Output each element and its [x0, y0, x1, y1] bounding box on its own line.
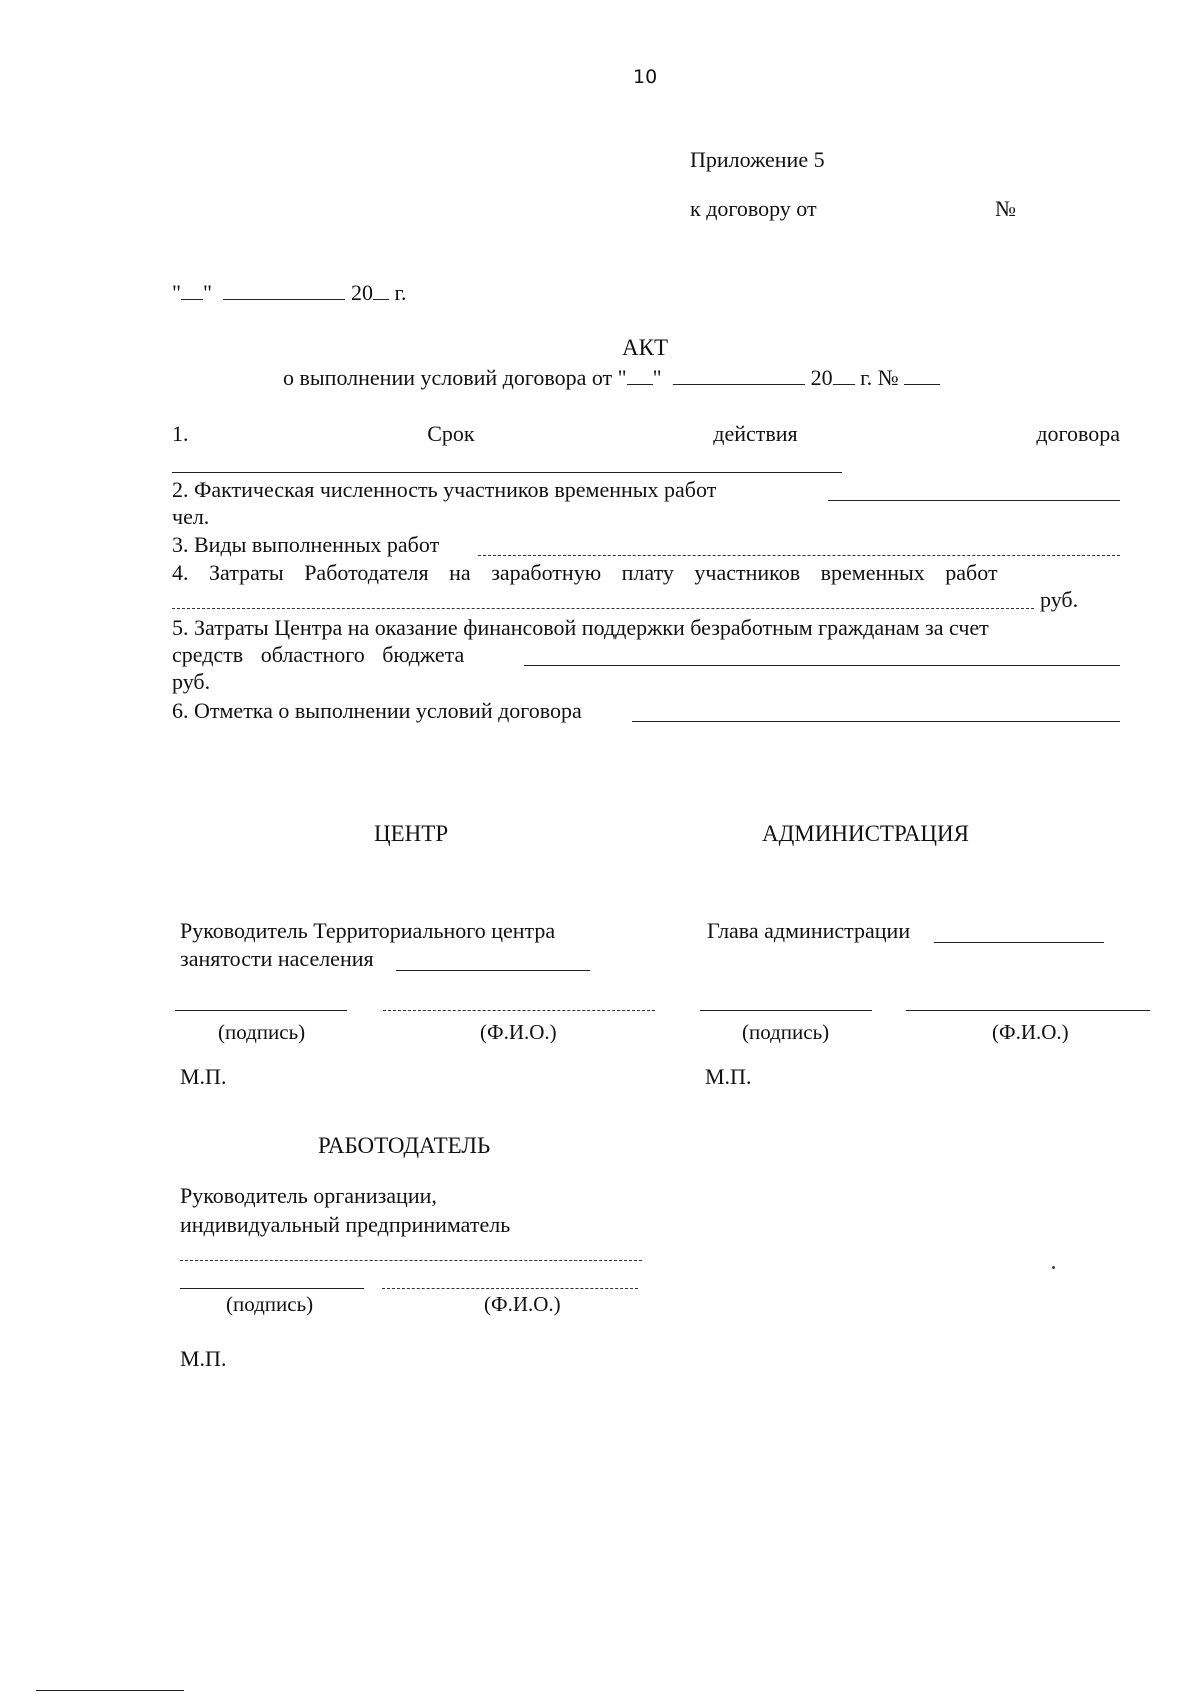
act-day-blank[interactable]	[627, 383, 653, 385]
administration-signature-line[interactable]	[700, 1010, 872, 1011]
date-day-blank[interactable]	[181, 298, 203, 300]
employer-signature-line[interactable]	[180, 1288, 364, 1289]
employer-role-line-1: Руководитель организации,	[180, 1183, 437, 1208]
employer-seal: М.П.	[180, 1346, 227, 1371]
page-number: 10	[633, 66, 658, 88]
employer-role-line-2: индивидуальный предприниматель	[180, 1212, 511, 1237]
administration-name-label: (Ф.И.О.)	[992, 1020, 1069, 1044]
act-subtitle-quote: "	[652, 365, 662, 390]
item-5-unit: руб.	[172, 669, 211, 694]
item-1-word-2: действия	[713, 421, 798, 446]
item-4-blank[interactable]	[172, 608, 1034, 609]
administration-role-line-1: Глава администрации	[707, 918, 911, 943]
employer-name-label: (Ф.И.О.)	[484, 1292, 561, 1316]
employer-role-blank[interactable]	[180, 1260, 642, 1261]
act-title: АКТ	[622, 335, 668, 360]
act-subtitle-year: 20	[810, 365, 833, 390]
administration-name-line[interactable]	[906, 1010, 1150, 1011]
employer-heading: РАБОТОДАТЕЛЬ	[318, 1133, 491, 1158]
item-5-line-2: средств областного бюджета	[172, 642, 465, 667]
center-seal: М.П.	[180, 1064, 227, 1089]
appendix-title: Приложение 5	[690, 147, 825, 172]
item-2-blank[interactable]	[828, 500, 1120, 501]
item-4-unit: руб.	[1040, 587, 1079, 612]
item-2-text: 2. Фактическая численность участников временных работ	[172, 477, 717, 502]
item-6-text: 6. Отметка о выполнении условий договора	[172, 698, 582, 723]
item-4-text	[172, 559, 1120, 586]
administration-signature-label: (подпись)	[742, 1020, 830, 1044]
center-role-line-2: занятости населения	[180, 946, 374, 971]
date-quote-close: "	[202, 280, 212, 305]
date-month-blank[interactable]	[223, 298, 345, 300]
center-role-blank[interactable]	[396, 970, 590, 971]
item-2-unit: чел.	[172, 504, 210, 529]
center-signature-line[interactable]	[175, 1010, 347, 1011]
date-suffix: г.	[394, 280, 407, 305]
center-name-label: (Ф.И.О.)	[480, 1020, 557, 1044]
date-year-prefix: 20	[350, 280, 373, 305]
item-3-blank[interactable]	[478, 555, 1120, 556]
act-month-blank[interactable]	[673, 383, 805, 385]
item-1-word-1: Срок	[427, 421, 475, 446]
administration-heading: АДМИНИСТРАЦИЯ	[762, 821, 969, 846]
act-subtitle-prefix: о выполнении условий договора от "	[283, 365, 627, 390]
item-5-line-1: 5. Затраты Центра на оказание финансовой поддержки безработным гражданам за счет	[172, 615, 989, 640]
act-subtitle-suffix: г. №	[860, 365, 899, 390]
item-1-number: 1.	[172, 421, 189, 446]
administration-role-blank[interactable]	[934, 942, 1104, 943]
item-3-text: 3. Виды выполненных работ	[172, 532, 440, 557]
act-number-blank[interactable]	[904, 383, 940, 385]
act-year-blank[interactable]	[833, 383, 855, 385]
center-heading: ЦЕНТР	[374, 821, 449, 846]
scan-edge-mark	[36, 1690, 184, 1691]
item-6-blank[interactable]	[632, 721, 1120, 722]
item-1-word-3: договора	[1036, 421, 1120, 446]
center-name-line[interactable]	[383, 1010, 655, 1011]
date-line	[172, 280, 407, 306]
item-1-row	[172, 420, 1120, 447]
item-5-blank[interactable]	[524, 665, 1120, 666]
center-role-line-1: Руководитель Территориального центра	[180, 918, 556, 943]
item-4-label: 4. Затраты Работодателя на заработную плату участников временных работ	[172, 560, 998, 585]
employer-name-line[interactable]	[382, 1288, 638, 1289]
date-quote-open: "	[172, 280, 181, 305]
administration-seal: М.П.	[705, 1064, 752, 1089]
scan-speck	[1052, 1266, 1055, 1269]
act-subtitle	[283, 365, 940, 391]
employer-signature-label: (подпись)	[226, 1292, 314, 1316]
appendix-contract-ref: к договору от	[690, 196, 817, 221]
item-1-blank[interactable]	[172, 472, 842, 473]
center-signature-label: (подпись)	[218, 1020, 306, 1044]
appendix-number-sign: №	[995, 196, 1016, 221]
date-year-blank[interactable]	[373, 298, 389, 300]
